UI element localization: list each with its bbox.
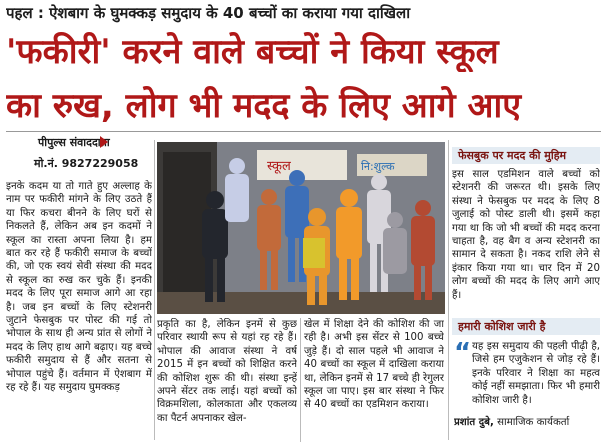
- sidebar-subheading: [452, 318, 600, 335]
- byline-mobile: मो.नं. 9827229058: [34, 157, 139, 170]
- headline-line-1: 'फकीरी' करने वाले बच्चों ने किया स्कूल: [6, 32, 499, 72]
- sidebar-body: इस साल एडमिशन वाले बच्चों को स्टेशनरी की जरूरत थी। इसके लिए संस्था ने फेसबुक पर मदद के लिए 8 जुलाई को पोस्ट डाली थी। इसमें कहा गया था कि जो भी बच्चों की मदद करना चाहता है, वह बैग व अन्य स्टेशनरी का सामान दे सकता है। नकद राशि लेने से इंकार किया गया था। चार दिन में 20 लोग बच्चों की मदद के लिए आगे आए हैं।: [452, 169, 600, 301]
- kicker: पहल : ऐशबाग के घुमक्कड़ समुदाय के 40 बच्चों का कराया गया दाखिला: [6, 4, 411, 22]
- article-column-3: खेल में शिक्षा देने की कोशिश की जा रही है। अभी इस सेंटर से 100 बच्चे जुड़े हैं। दो साल पहले भी आवाज ने 40 बच्चों का स्कूल में दाखिला कराया था, लेकिन इनमें से 17 बच्चे ही रेगुलर स्कूल जा पाए। इस बार संस्था ने फिर से 40 बच्चों का एडमिशन कराया।: [304, 319, 444, 411]
- news-photo: [157, 142, 445, 314]
- article-column-1: इनके कदम या तो गाते हुए अल्लाह के नाम पर फकीरी मांगने के लिए उठते हैं या फिर कचरा बीनने के लिए घरों से निकलते हैं, लेकिन अब इन कदमों ने स्कूल का रास्ता अपना लिया है। हम बात कर रहे हैं फकीरी समाज के बच्चों की, जो एक स्वयं सेवी संस्था की मदद से स्कूल का रुख कर चुके हैं। इनकी मदद के लिए पूरा समाज आगे आ रहा है। जब इन बच्चों के लिए स्टेशनरी जुटाने फेसबुक पर पोस्ट की गई तो भोपाल के साथ ही अन्य प्रांत से लोगों ने मदद के लिए हाथ आगे बढ़ाए। यह बच्चे फकीरी समुदाय से हैं और सतना से भोपाल पहुंचे हैं। वर्तमान में ऐशबाग में रह रहे हैं। यह समुदाय घुमक्कड़: [6, 181, 152, 394]
- divider: [6, 131, 601, 132]
- column-divider: [300, 318, 301, 442]
- headline-line-2: का रुख, लोग भी मदद के लिए आगे आए: [6, 86, 522, 126]
- column-divider: [154, 140, 155, 440]
- sidebar-heading: [452, 147, 600, 164]
- article-column-2: प्रकृति का है, लेकिन इनमें से कुछ परिवार स्थायी रूप से यहां रह रहे हैं। भोपाल की आवाज संस्था ने वर्ष 2015 में इन बच्चों को शिक्षित करने की कोशिश शुरू की थी। संस्था इन्हें अपने सेंटर तक लाई। यहां बच्चों को विक्रमशिला, कोलकाता और एकलव्य का पैटर्न अपनाकर खेल-: [157, 319, 297, 424]
- column-divider: [448, 140, 449, 440]
- photo-sign-free: नि:शुल्क: [361, 160, 395, 173]
- byline: पीपुल्स संवाददाता: [38, 136, 110, 149]
- photo-sign-school: स्कूल: [267, 159, 291, 174]
- sidebar-subheading-text: हमारी कोशिश जारी है: [458, 320, 546, 333]
- author-name: प्रशांत दुबे,: [454, 417, 494, 428]
- sidebar-quote: यह इस समुदाय की पहली पीढ़ी है, जिसे हम एजुकेशन से जोड़ रहे हैं। इनके परिवार ने शिक्षा का महत्व कोई नहीं समझाता। फिर भी हमारी कोशिश जारी है।: [472, 341, 600, 406]
- sidebar-heading-text: फेसबुक पर मदद की मुहिम: [458, 149, 567, 162]
- quote-icon: “: [454, 338, 472, 368]
- author-role: सामाजिक कार्यकर्ता: [497, 417, 570, 428]
- byline-arrow-icon: [100, 136, 108, 148]
- quote-author: [454, 414, 602, 428]
